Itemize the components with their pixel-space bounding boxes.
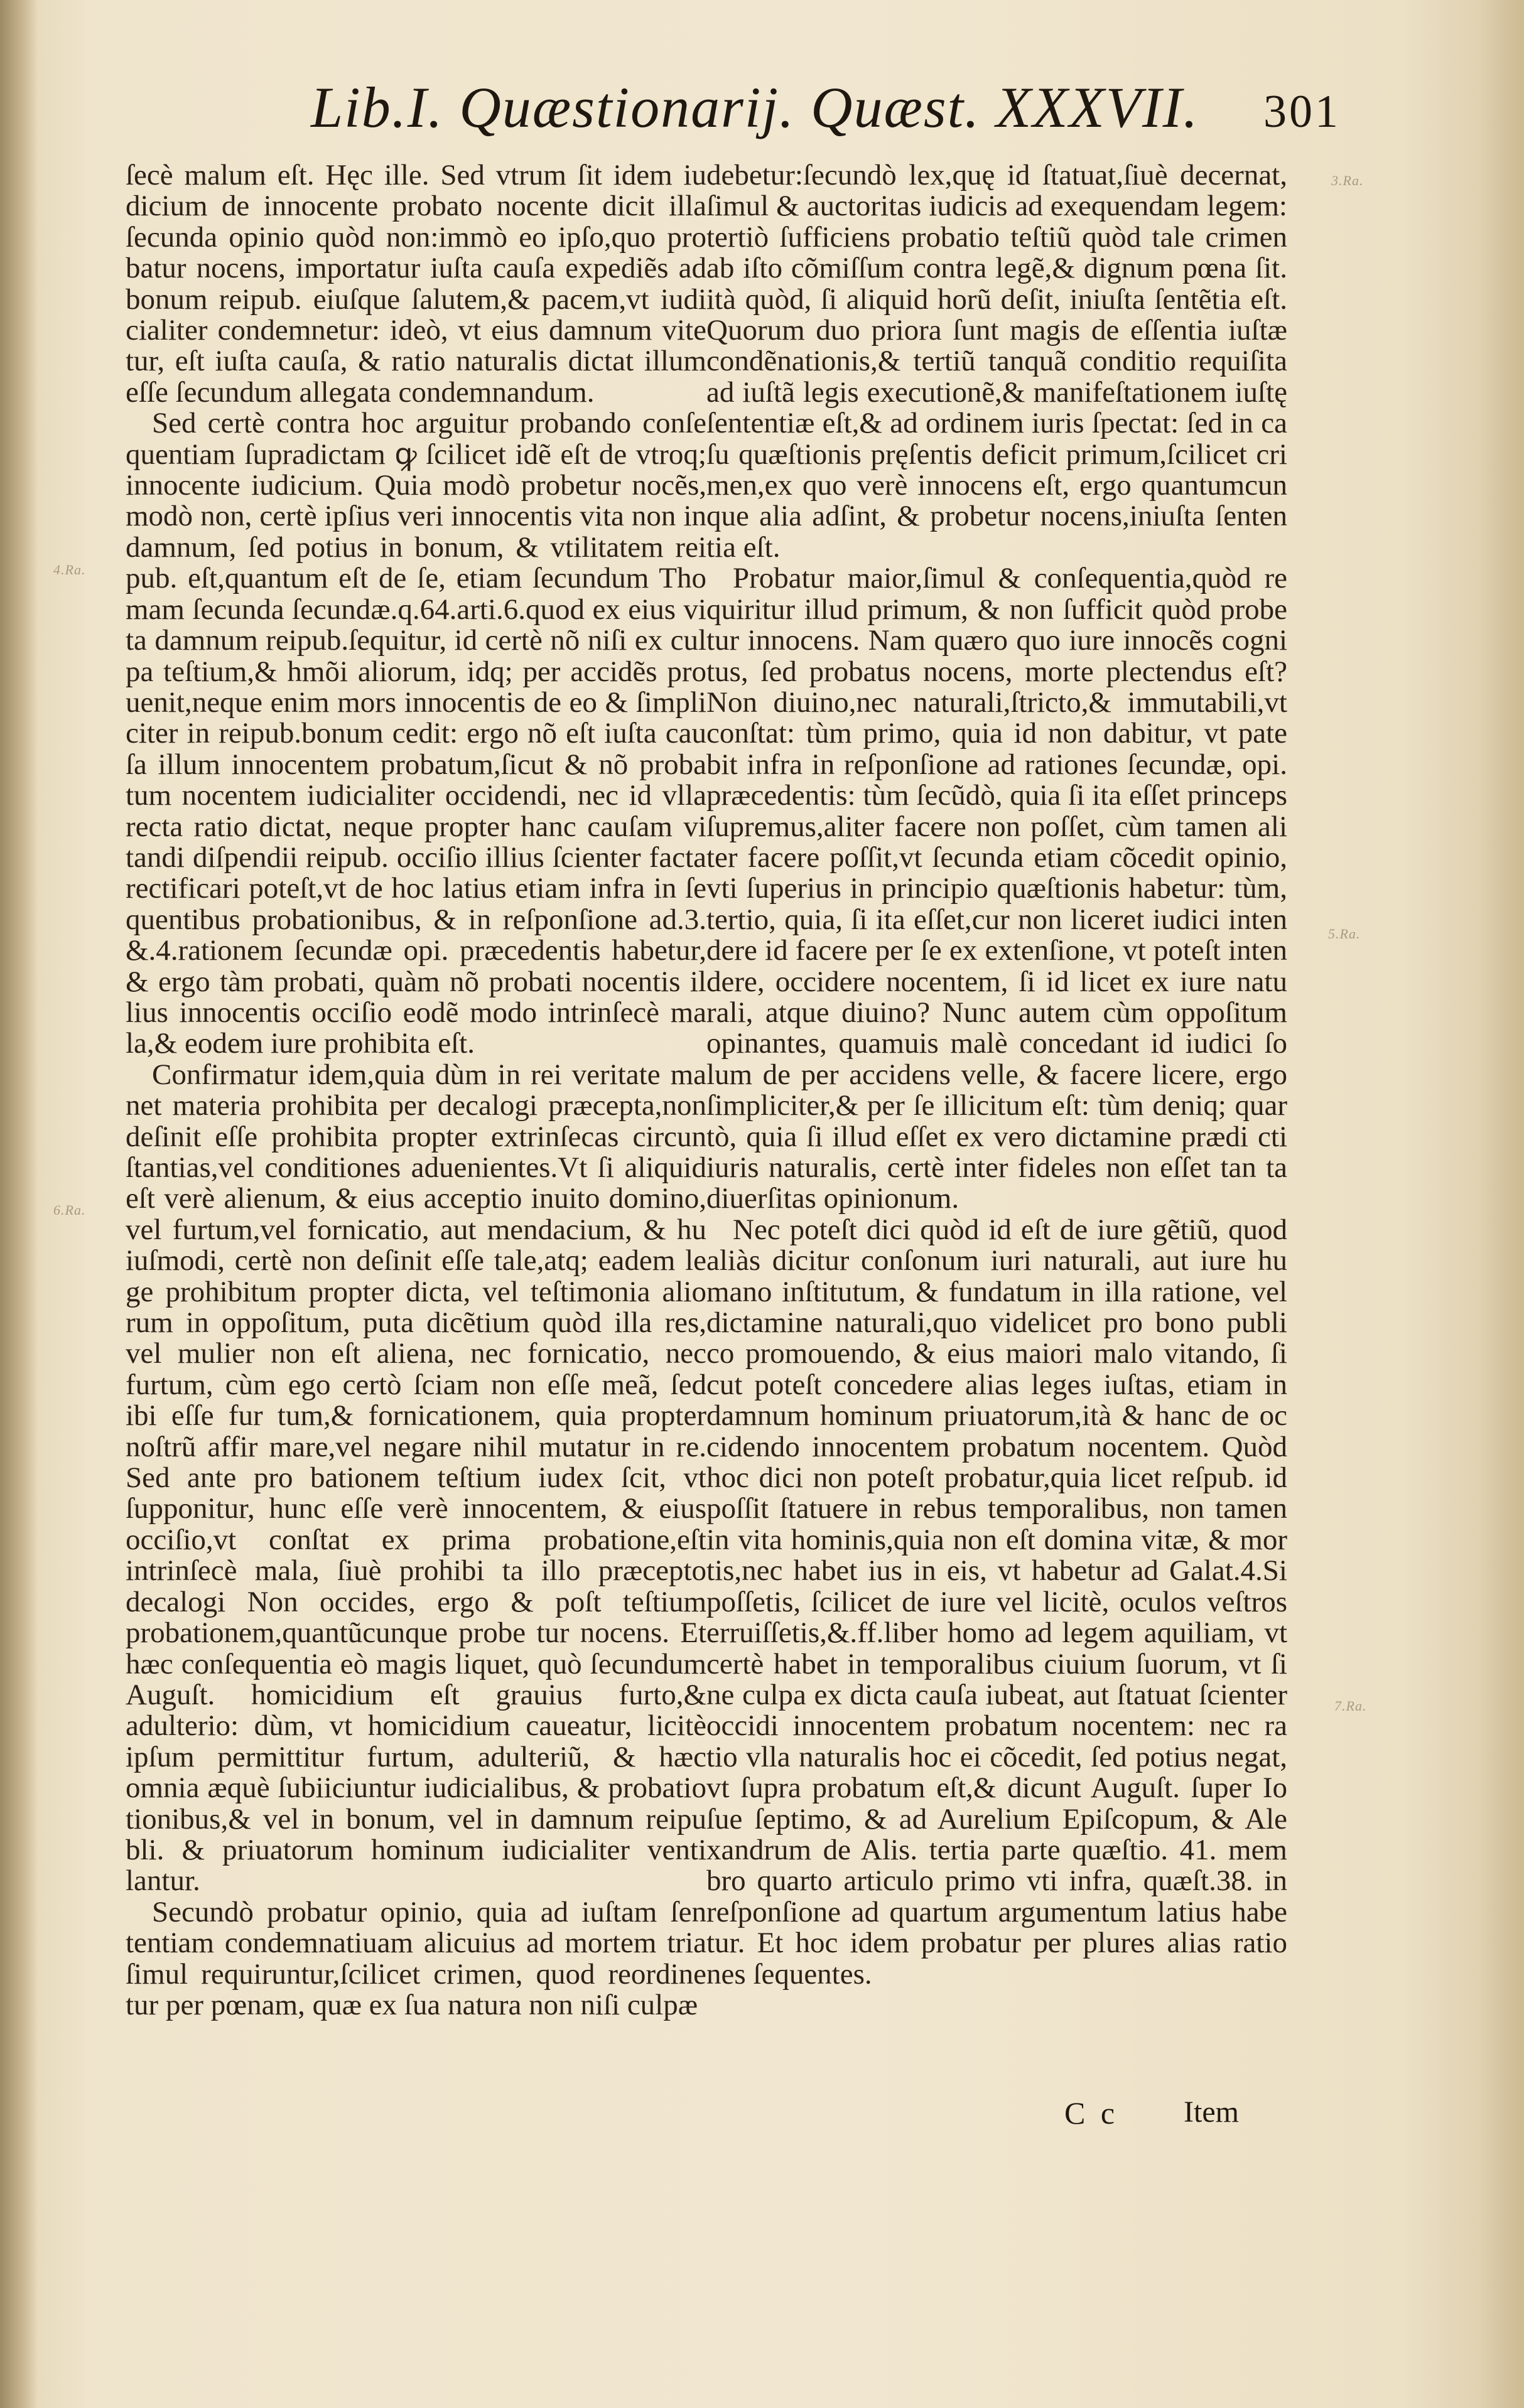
- signature-mark: C c: [1064, 2095, 1119, 2131]
- margin-note: 7.Ra.: [1334, 1698, 1367, 1714]
- paragraph: Sed certè contra hoc arguitur probando conſe quentiam ſupradictam ꝙ ſcilicet idẽ eſt de vtroq; innocente iudicium. Quia modò probetur nocẽs, modò non, certè ipſius veri innocentis vita non in damnum, ſed potius in bonum, & vtilitatem rei pub. eſt,quantum eſt de ſe, etiam ſecundum Tho mam ſecunda ſecundæ.q.64.arti.6.quod ex eius vi ta damnum reipub.ſequitur, id certè nõ niſi ex cul pa teſtium,& hmõi aliorum, idq; per accidẽs pro uenit,neque enim mors innocentis de eo & ſimpli citer in reipub.bonum cedit: ergo nõ eſt iuſta cau ſa illum innocentem probatum,ſicut & nõ proba tum nocentem iudicialiter occidendi, nec id vlla recta ratio dictat, neque propter hanc cauſam vi tandi diſpendii reipub. occiſio illius ſcienter facta rectificari poteſt,vt de hoc latius etiam infra in ſe quentibus probationibus, & in reſponſione ad.3. &.4.rationem ſecundæ opi. præcedentis habetur, & ergo tàm probati, quàm nõ probati nocentis il lius innocentis occiſio eodẽ modo intrinſecè ma la,& eodem iure prohibita eſt.: [126, 407, 706, 1060]
- folio-number: 301: [1263, 86, 1341, 137]
- catchword: Item: [1184, 2095, 1239, 2129]
- margin-note: 6.Ra.: [53, 1202, 86, 1218]
- paragraph: ſecè malum eſt. Hęc ille. Sed vtrum ſit idem iu dicium de innocente probato nocente dicit illa ſecunda opinio quòd non:immò eo ipſo,quo pro batur nocens, importatur iuſta cauſa expediẽs ad bonum reipub. eiuſque ſalutem,& pacem,vt iudi cialiter condemnetur: ideò, vt eius damnum vite tur, eſt iuſta cauſa, & ratio naturalis dictat illum eſſe ſecundum allegata condemnandum.: [126, 159, 706, 409]
- paragraph: Nec poteſt dici quòd id eſt de iure gẽtiũ, quod aliàs dicitur conſonum iuri naturali, aut iure hu mano inſtitutum, & fundatum in illa ratione, vel dictamine naturali,quo videlicet pro bono publi co promouendo, & eius maiori malo vitando, ſi cut poteſt concedere alias leges iuſtas, etiam in damnum hominum priuatorum,ità & hanc de oc cidendo innocentem probatum nocentem. Quòd hoc dici non poteſt probatur,quia licet reſpub. id poſſit ſtatuere in rebus temporalibus, non tamen in vita hominis,quia non eſt domina vitæ, & mor tis,nec habet ius in eis, vt habetur ad Galat.4.Si poſſetis, ſcilicet de iure vel licitè, oculos veſtros erruiſſetis,&.ff.liber homo ad legem aquiliam, vt certè habet in temporalibus ciuium ſuorum, vt ſi ne culpa ex dicta cauſa iubeat, aut ſtatuat ſcienter occidi innocentem probatum nocentem: nec ra tio vlla naturalis hoc ei cõcedit, ſed potius negat, vt ſupra probatum eſt,& dicunt Auguſt. ſuper Io ſue ſeptimo, & ad Aurelium Epiſcopum, & Ale xandrum de Alis. tertia parte quæſtio. 41. mem bro quarto articulo primo vti infra, quæſt.38. in reſponſione ad quartum argumentum latius habe tur. Et hoc idem probatur per plures alias ratio nes ſequentes.: [706, 1213, 1287, 1991]
- paragraph: Confirmatur idem,quia dùm in rei veritate ma net materia prohibita per decalogi præcepta,non deſinit eſſe prohibita propter extrinſecas circun ſtantias,vel conditiones aduenientes.Vt ſi aliquid eſt verè alienum, & eius acceptio inuito domino, vel furtum,vel fornicatio, aut mendacium, & hu iuſmodi, certè non deſinit eſſe tale,atq; eadem le ge prohibitum propter dicta, vel teſtimonia alio rum in oppoſitum, puta dicẽtium quòd illa res, vel mulier non eſt aliena, nec fornicatio, nec furtum, cùm ego certò ſciam non eſſe meã, ſed ibi eſſe fur tum,& fornicationem, quia propter noſtrũ affir mare,vel negare nihil mutatur in re. Sed ante pro bationem teſtium iudex ſcit, vt ſupponitur, hunc eſſe verè innocentem, & eius occiſio,vt conſtat ex prima probatione,eſt intrinſecè mala, ſiuè prohibi ta illo præcepto decalogi Non occides, ergo & poſt teſtium probationem,quantũcunque probe tur nocens. Et hæc conſequentia eò magis liquet, quò ſecundum Auguſt. homicidium eſt grauius furto,& adulterio: dùm, vt homicidium caueatur, licitè ipſum permittitur furtum, adulteriũ, & hæc omnia æquè ſubiiciuntur iudicialibus, & probatio tionibus,& vel in bonum, vel in damnum reipu bli. & priuatorum hominum iudicialiter venti lantur.: [126, 1058, 706, 1898]
- page-header: [311, 74, 1341, 156]
- right-text-column: [706, 160, 1287, 1990]
- page-gutter: [0, 0, 38, 2408]
- page-edge: [1480, 0, 1524, 2408]
- left-text-column: [126, 160, 706, 2021]
- paragraph: Probatur maior,ſimul & conſequentia,quòd re quiritur illud primum, & non ſufficit quòd probe tur innocens. Nam quæro quo iure innocẽs cogni tus, ſed probatus nocens, morte plectendus eſt? Non diuino,nec naturali,ſtricto,& immutabili,vt conſtat: tùm primo, quia id non dabitur, vt pate bit infra in reſponſione ad rationes ſecundæ, opi. præcedentis: tùm ſecũdò, quia ſi ita eſſet princeps ſupremus,aliter facere non poſſet, cùm tamen ali ter facere poſſit,vt ſecunda etiam cõcedit opinio, vti ſuperius in principio quæſtionis habetur: tùm, tertio, quia, ſi ita eſſet,cur non liceret iudici inten dere id facere per ſe ex extenſione, vt poteſt inten dere, occidere nocentem, ſi id licet ex iure natu rali, atque diuino? Nunc autem cùm oppoſitum opinantes, quamuis malè concedant id iudici ſo lum de per accidens velle, & facere licere, ergo ſimpliciter,& per ſe illicitum eſt: tùm deniq; quar tò, quia ſi illud eſſet ex vero dictamine prædi cti iuris naturalis, certè inter fideles non eſſet tan ta diuerſitas opinionum.: [706, 562, 1287, 1215]
- paragraph: Secundò probatur opinio, quia ad iuſtam ſen tentiam condemnatiuam alicuius ad mortem tria ſimul requiruntur,ſcilicet crimen, quod reordine tur per pœnam, quæ ex ſua natura non niſi culpæ: [126, 1895, 706, 2021]
- margin-note: 3.Ra.: [1331, 173, 1364, 188]
- running-title: Lib.I. Quæstionarij. Quæst. XXXVII.: [311, 75, 1199, 139]
- margin-note: 4.Ra.: [53, 562, 86, 578]
- margin-note: 5.Ra.: [1328, 926, 1361, 942]
- paragraph: debetur:ſecundò lex,quę id ſtatuat,ſiuè decernat, ſimul & auctoritas iudicis ad exequendam legem: tertiò ſufficiens probatio teſtiũ quòd tale crimen ab iſto cõmiſſum contra legẽ,& dignum pœna ſit. ità quòd, ſi aliquid horũ deſit, iniuſta ſentẽtia eſt. Quorum duo priora ſunt magis de eſſentia iuſtæ condẽnationis,& tertiũ tanquã conditio requiſita ad iuſtã legis executionẽ,& manifeſtationem iuſtę ſententiæ eſt,& ad ordinem iuris ſpectat: ſed in ca ſu quæſtionis pręſentis deficit primum,ſcilicet cri men,ex quo verè innocens eſt, ergo quantumcun que alia adſint, & probetur nocens,iniuſta ſenten tia eſt.: [706, 159, 1287, 564]
